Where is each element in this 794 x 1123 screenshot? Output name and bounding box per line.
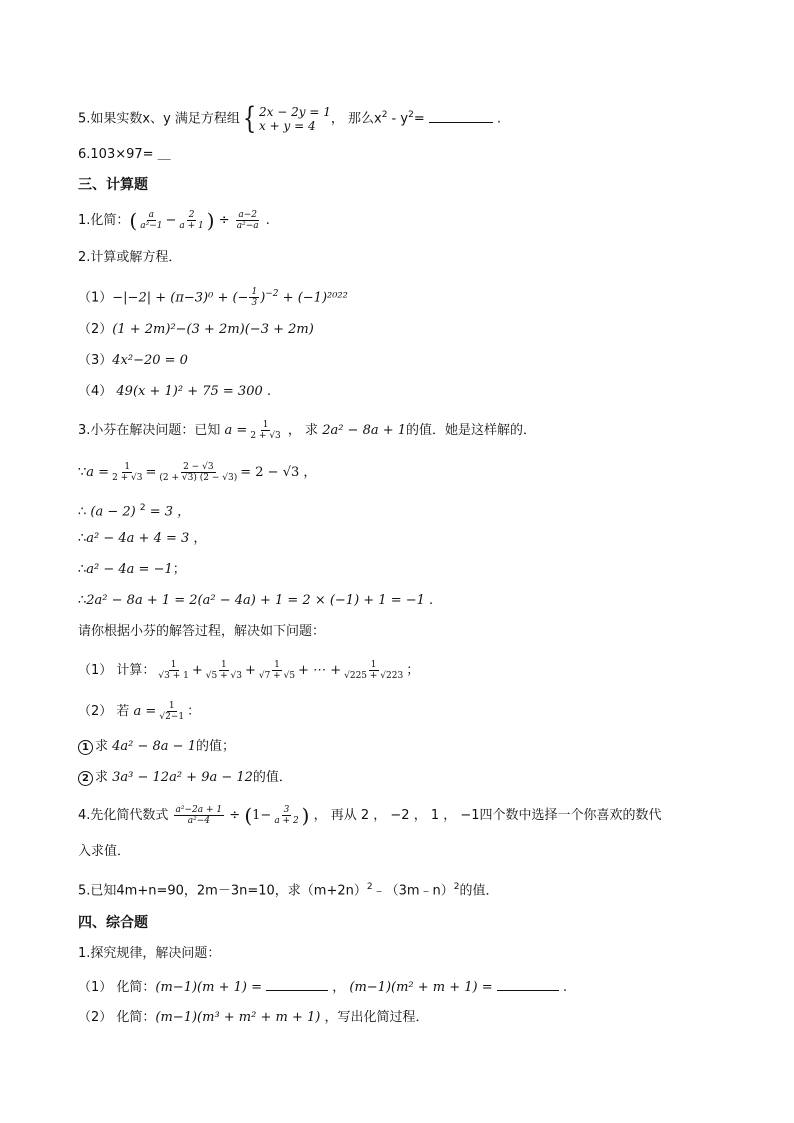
end-mark: ， xyxy=(189,531,207,546)
denominator: √5 + √3 xyxy=(205,671,242,681)
calc-question-1 xyxy=(78,210,270,231)
solution-step-5 xyxy=(78,592,433,610)
q3-suffix: 的值．她是这样解的． xyxy=(406,423,537,438)
therefore-symbol: ∴ xyxy=(78,531,87,546)
denominator: (2 + √3) (2 − √3) xyxy=(159,473,238,483)
end-mark: ： xyxy=(187,704,201,719)
expression: 49(x + 1)² + 75 = 300 xyxy=(112,384,263,399)
denominator: 2 + √3 xyxy=(112,473,143,483)
numerator: 3 xyxy=(283,805,290,815)
q5-text: 5.已知4m+n=90，2m－3n=10，求（m+2n） xyxy=(78,883,367,899)
question-6-fill: 6.103×97= ＿ xyxy=(78,147,171,162)
end-mark: ； xyxy=(406,663,420,678)
q4-instructions: ， 再从 2 ， −2 ， 1 ， −1四个数中选择一个你喜欢的数代 xyxy=(309,808,662,823)
q5-end: . xyxy=(497,111,502,127)
solution-step-4 xyxy=(78,561,186,579)
expression: 4x²−20 = 0 xyxy=(112,353,188,368)
solution-step-2 xyxy=(78,499,190,521)
fraction-2 xyxy=(157,462,239,483)
equation-2: x + y = 4 xyxy=(259,119,316,133)
numerator: 1 xyxy=(251,287,258,298)
numerator: a xyxy=(148,210,155,220)
a-equals: a = xyxy=(86,465,110,480)
suffix: ，写出化简过程． xyxy=(320,1010,429,1025)
calc-question-2: 2.计算或解方程． xyxy=(78,250,182,265)
divide-sign: ÷ xyxy=(225,808,245,823)
a-equals: a = xyxy=(133,704,157,719)
lparen: ( xyxy=(244,803,253,828)
brace-icon: { xyxy=(242,101,257,136)
expression: a² − 4a + 4 = 3 xyxy=(86,531,190,546)
expression: a² − 4a = −1 xyxy=(86,562,173,577)
expression-rest: + (−1)²⁰²² xyxy=(278,290,348,306)
therefore-symbol: ∴ xyxy=(78,504,87,520)
prefix: 求 xyxy=(95,739,113,754)
exponent-1: 2 xyxy=(366,882,373,892)
sum-term-3 xyxy=(257,660,297,681)
solution-step-1 xyxy=(78,462,316,483)
calc-question-5 xyxy=(78,878,499,900)
sum-term-2 xyxy=(204,660,244,681)
follow-up-part-1 xyxy=(78,660,419,681)
fraction-2-over-ap1 xyxy=(177,210,205,231)
end-mark: ； xyxy=(172,562,186,577)
fraction-1 xyxy=(110,462,144,483)
expression-2: (m−1)(m² + m + 1) = xyxy=(349,980,493,995)
numerator: 1 xyxy=(262,420,269,430)
comprehensive-question-1-part-2 xyxy=(78,1009,428,1027)
calc-question-2-part-1 xyxy=(78,285,348,308)
exponent: −2 xyxy=(265,289,279,299)
answer-blank[interactable] xyxy=(429,109,493,123)
answer-blank-1[interactable] xyxy=(266,977,328,991)
expression: 4a² − 8a − 1 xyxy=(112,739,196,754)
fraction-am2-over-a2ma xyxy=(235,210,261,231)
denominator: a²−1 xyxy=(140,221,163,231)
expression: 3a³ − 12a² + 9a − 12 xyxy=(112,770,253,785)
exponent-2: 2 xyxy=(453,882,460,892)
calc-question-3 xyxy=(78,420,536,441)
part-label: （2） xyxy=(78,322,113,337)
denominator: √2−1 xyxy=(159,712,185,722)
suffix: 的值； xyxy=(195,739,235,754)
end-mark: . xyxy=(262,384,272,399)
numerator: 1 xyxy=(168,701,175,711)
follow-up-sub-1 xyxy=(78,738,235,756)
q5-sup2: 2 xyxy=(408,110,414,121)
circled-number-1: 1 xyxy=(78,740,93,755)
section-title-3: 三、计算题 xyxy=(78,177,148,193)
follow-up-sub-2 xyxy=(78,769,292,787)
plus: + xyxy=(244,663,256,678)
answer-blank-2[interactable] xyxy=(497,977,559,991)
equals: = xyxy=(145,465,157,480)
fraction-algebraic xyxy=(174,805,225,826)
expression: 2a² − 8a + 1 = 2(a² − 4a) + 1 = 2 × (−1) + 1 = −1 xyxy=(86,593,425,608)
end-mark: . xyxy=(424,593,434,608)
q1-end: . xyxy=(265,213,270,228)
q5-eq: = xyxy=(413,111,425,127)
therefore-symbol: ∴ xyxy=(78,562,87,577)
part-label: （1） 计算： xyxy=(78,663,156,678)
numerator: 1 xyxy=(274,660,280,670)
denominator: 2 + √3 xyxy=(250,431,281,441)
q5-mid2: - y xyxy=(387,111,409,127)
rparen: ) xyxy=(301,803,310,828)
circled-number-2: 2 xyxy=(78,771,93,786)
result: = 2 − √3 xyxy=(240,465,300,480)
numerator: 2 xyxy=(188,210,195,220)
calc-question-2-part-3 xyxy=(78,352,188,370)
denominator: a²−4 xyxy=(187,816,210,826)
sum-term-1 xyxy=(156,660,190,681)
divide-sign: ÷ xyxy=(218,213,230,228)
suffix: 的值． xyxy=(252,770,292,785)
equation-system xyxy=(240,101,331,136)
question-5-fill xyxy=(78,101,502,136)
comprehensive-question-1-part-1 xyxy=(78,977,567,997)
expression: (m−1)(m³ + m² + m + 1) xyxy=(155,1010,321,1025)
calc-question-4 xyxy=(78,805,662,826)
denominator: √7 + √5 xyxy=(258,671,296,681)
denominator: a + 1 xyxy=(179,221,204,231)
minus: − xyxy=(165,213,177,228)
q3-mid: ， 求 xyxy=(283,423,323,438)
q1-prefix: 1.化简： xyxy=(78,213,130,228)
denominator: a²−a xyxy=(236,221,259,231)
lparen: ( xyxy=(129,208,138,233)
comprehensive-question-1: 1.探究规律，解决问题： xyxy=(78,946,221,961)
rparen: ) xyxy=(260,290,266,306)
follow-up-prompt: 请你根据小芬的解答过程，解决如下问题： xyxy=(78,624,326,639)
ellipsis: + ⋯ + xyxy=(298,663,342,678)
one-minus: 1− xyxy=(252,808,272,823)
fraction-a-over-a2m1 xyxy=(138,210,164,231)
therefore-symbol: ∴ xyxy=(78,593,87,608)
comma: ， xyxy=(328,980,346,995)
denominator: 3 xyxy=(251,298,258,309)
expression-rest: = 3 ， xyxy=(145,504,191,520)
fraction-1-over-3 xyxy=(249,287,259,308)
numerator: 1 xyxy=(370,660,377,670)
numerator: 1 xyxy=(124,462,131,472)
rparen: ) xyxy=(206,208,215,233)
denominator: √225 + √223 xyxy=(344,671,404,681)
a-equals: a = xyxy=(224,423,248,438)
exponent: 2 xyxy=(139,503,146,513)
section-title-4: 四、综合题 xyxy=(78,915,148,931)
numerator: a²−2a + 1 xyxy=(175,805,223,815)
part-label: （1） 化简： xyxy=(78,980,156,995)
fraction-a-value xyxy=(248,420,282,441)
part-label: （1） xyxy=(78,290,113,306)
numerator: 2 − √3 xyxy=(183,462,214,472)
q5-prefix: 5.如果实数x、y 满足方程组 xyxy=(78,111,240,127)
calc-question-2-part-4 xyxy=(78,383,271,401)
target-expression: 2a² − 8a + 1 xyxy=(322,423,407,438)
expression: (1 + 2m)²−(3 + 2m)(−3 + 2m) xyxy=(112,322,314,337)
q5-end: 的值． xyxy=(459,883,499,899)
q5-mid: ， 那么x xyxy=(330,111,382,127)
q3-prefix: 3.小芬在解决问题：已知 xyxy=(78,423,225,438)
solution-step-3 xyxy=(78,530,206,548)
denominator: √3 + 1 xyxy=(158,671,189,681)
end-mark: ， xyxy=(299,465,317,480)
numerator: 1 xyxy=(220,660,227,670)
numerator: 1 xyxy=(170,660,177,670)
part-label: （2） 若 xyxy=(78,704,134,719)
expression: (a − 2) xyxy=(86,504,140,520)
plus: + xyxy=(191,663,203,678)
fraction-a xyxy=(157,701,186,722)
equation-1: 2x − 2y = 1 xyxy=(259,105,331,119)
sum-term-last xyxy=(342,660,405,681)
expression: −|−2| + (π−3)⁰ + (− xyxy=(112,290,249,306)
q5-mid: ﹣（3m﹣n） xyxy=(372,883,454,899)
q4-prefix: 4.先化简代数式 xyxy=(78,808,173,823)
part-label: （3） xyxy=(78,353,113,368)
prefix: 求 xyxy=(95,770,113,785)
because-symbol: ∵ xyxy=(78,465,87,480)
follow-up-part-2 xyxy=(78,701,200,722)
numerator: a−2 xyxy=(238,210,257,220)
calc-question-4-cont: 入求值． xyxy=(78,844,131,859)
part-label: （4） xyxy=(78,384,113,399)
part-label: （2） 化简： xyxy=(78,1010,156,1025)
end-mark: . xyxy=(558,980,568,995)
fraction-3-over-ap2 xyxy=(272,805,300,826)
denominator: a + 2 xyxy=(274,816,299,826)
q5-sup1: 2 xyxy=(381,110,388,121)
expression-1: (m−1)(m + 1) = xyxy=(155,980,262,995)
calc-question-2-part-2 xyxy=(78,321,314,339)
